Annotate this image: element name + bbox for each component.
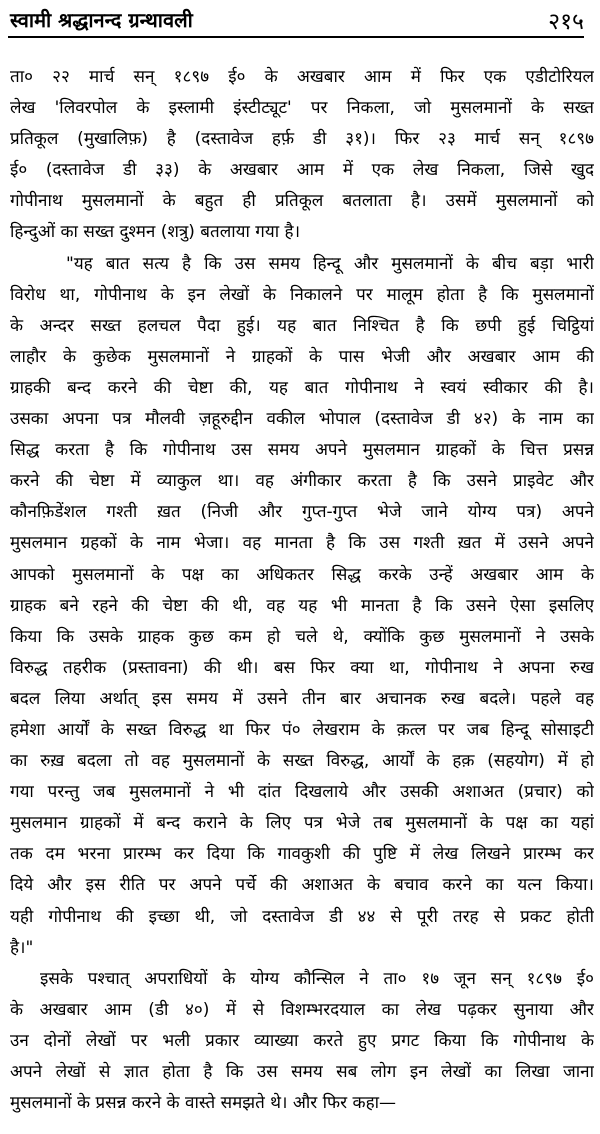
text-line: गोपीनाथ मुसलमानों के बहुत ही प्रतिकूल बतलाता है। उसमें मुसलमानों को [10,191,594,212]
running-header [8,4,584,38]
text-line: विरोध था, गोपीनाथ के इन लेखों के निकालने पर मालूम होता है कि मुसलमानों [10,284,594,305]
text-line: तक दम भरना प्रारम्भ कर दिया कि गावकुशी की पुष्टि में लेख लिखने प्रारम्भ कर [10,844,594,865]
text-line: मुसलमान ग्रहकों के नाम भेजा। वह मानता है कि उस गश्ती ख़त में उसने अपने [10,533,594,554]
text-line: का रुख़ बदला तो वह मुसलमानों के सख्त विरुद्ध, आर्यों के हक़ (सहयोग) में हो [10,751,594,772]
text-line: उन दोनों लेखों पर भली प्रकार व्याख्या करते हुए प्रगट किया कि गोपीनाथ के [10,1030,594,1051]
text-line: "यह बात सत्य है कि उस समय हिन्दू और मुसलमानों के बीच बड़ा भारी [66,253,594,274]
text-line: करने की चेष्टा में व्याकुल था। वह अंगीकार करता है कि उसने प्राइवेट और [10,471,594,492]
text-line: विरुद्ध तहरीक (प्रस्तावना) की थी। बस फिर क्या था, गोपीनाथ ने अपना रुख [10,657,594,678]
text-line: है।" [10,937,34,958]
text-line: लाहौर के कुछेक मुसलमानों ने ग्राहकों के पास भेजी और अखबार आम की [10,346,594,367]
text-line: यही गोपीनाथ की इच्छा थी, जो दस्तावेज डी ४४ से पूरी तरह से प्रकट होती [10,906,594,927]
text-line: प्रतिकूल (मुखालिफ़) है (दस्तावेज हर्फ़ डी ३१)। फिर २३ मार्च सन् १८९७ [10,129,594,150]
book-title: स्वामी श्रद्धानन्द ग्रन्थावली [10,8,193,32]
header-rule [8,36,584,38]
text-line: उसका अपना पत्र मौलवी ज़हूरुद्दीन वकील भोपाल (दस्तावेज डी ४२) के नाम का [10,409,594,430]
page-number: २१५ [548,9,584,35]
text-line: लेख 'लिवरपोल के इस्लामी इंस्टीट्यूट' पर निकला, जो मुसलमानों के सख्त [10,98,594,119]
text-line: ई० (दस्तावेज डी ३३) के अखबार आम में एक लेख निकला, जिसे खुद [10,160,594,181]
text-line: गया परन्तु जब मुसलमानों ने भी दांत दिखलाये और उसकी अशाअत (प्रचार) को [10,782,594,803]
text-line: ता० २२ मार्च सन् १८९७ ई० के अखबार आम में फिर एक एडीटोरियल [10,67,594,87]
text-line: के अखबार आम (डी ४०) में से विशम्भरदयाल का लेख पढ़कर सुनाया और [10,999,594,1020]
text-line: आपको मुसलमानों के पक्ष का अधिकतर सिद्ध करके उन्हें अखबार आम के [10,564,594,585]
text-line: सिद्ध करता है कि गोपीनाथ उस समय अपने मुसलमान ग्राहकों के चित्त प्रसन्न [10,440,594,461]
text-line: इसके पश्चात् अपराधियों के योग्य कौन्सिल ने ता० १७ जून सन् १८९७ ई० [40,968,594,989]
text-line: ग्राहक बने रहने की चेष्टा की थी, वह यह भी मानता है कि उसने ऐसा इसलिए [10,595,594,616]
text-line: मुसलमानों के प्रसन्न करने के वास्ते समझते थे। और फिर कहा— [10,1093,396,1114]
body-text [10,62,594,1119]
text-line: कौनफ़िडेंशल गश्ती ख़त (निजी और गुप्त-गुप्त भेजे जाने योग्य पत्र) अपने [10,502,594,523]
text-line: मुसलमान ग्राहकों में बन्द कराने के लिए पत्र भेजे तब मुसलमानों के पक्ष का यहां [10,813,594,834]
text-line: अपने लेखों से ज्ञात होता है कि उस समय सब लोग इन लेखों का लिखा जाना [10,1062,594,1082]
text-line: के अन्दर सख्त हलचल पैदा हुई। यह बात निश्चित है कि छपी हुई चिट्ठियां [10,315,594,336]
text-line: दिये और इस रीति पर अपने पर्चे की अशाअत के बचाव करने का यत्न किया। [10,875,594,896]
text-line: ग्राहकी बन्द करने की चेष्टा की, यह बात गोपीनाथ ने स्वयं स्वीकार की है। [10,377,594,398]
text-line: बदल लिया अर्थात् इस समय में उसने तीन बार अचानक रुख बदले। पहले वह [10,688,594,709]
text-line: किया कि उसके ग्राहक कुछ कम हो चले थे, क्योंकि कुछ मुसलमानों ने उसके [10,626,594,647]
text-line: हिन्दुओं का सख्त दुश्मन (शत्रु) बतलाया गया है। [10,222,301,243]
text-line: हमेशा आर्यों के सख्त विरुद्ध था फिर पं० लेखराम के क़त्ल पर जब हिन्दू सोसाइटी [10,719,594,740]
